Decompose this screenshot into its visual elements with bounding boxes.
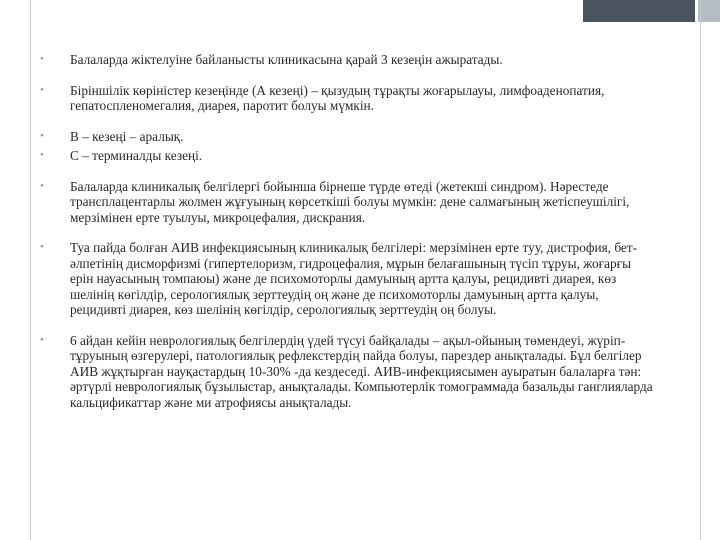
bullet-icon: • — [40, 241, 44, 253]
bullet-text: Балаларда жіктелуіне байланысты клиникасына қарай 3 кезеңін ажыратады. — [70, 52, 503, 67]
bullet-icon: • — [40, 179, 44, 192]
corner-decoration-dark — [583, 0, 695, 22]
bullet-icon: • — [40, 129, 44, 142]
bullet-text: В – кезеңі – аралық. — [70, 128, 184, 144]
bullet-item-stage-b — [36, 129, 656, 145]
right-border-line — [700, 0, 701, 540]
corner-decoration-light — [698, 0, 720, 22]
bullet-text: Балаларда клиникалық белгілергі бойынша бірнеше түрде өтеді (жетекші синдром). Нәрестеде трансплацентарлы жолмен жұғуының көрсеткіші болуы мүмкін: дене салмағының жетіспеушілігі, мерзімінен ерте туылуы, микроцефалия, дискрания. — [70, 178, 630, 225]
bullet-text: С – терминалды кезеңі. — [70, 148, 203, 163]
bullet-icon: • — [40, 53, 44, 65]
bullet-icon: • — [40, 83, 44, 96]
bullet-list — [36, 52, 656, 410]
bullet-item-stages-intro — [36, 52, 656, 68]
bullet-item-clinical-forms — [36, 179, 656, 226]
bullet-text: 6 айдан кейін неврологиялық белгілердің үдей түсуі байқалады – ақыл-ойының төмендеуі, жүріп-тұруының өзгерулері, патологиялық рефлекстердің пайда болуы, парездер анықталады. Бұл белгілер АИВ жұқтырған науқастардың 10-30% -да кездеседі. АИВ-инфекциясымен ауыратын балаларға тән: әртүрлі неврологиялық бұзылыстар, анықталады. Компьютерлік томограммада базальды ганглияларда кальцификаттар және ми атрофиясы анықталады. — [70, 332, 653, 410]
bullet-item-stage-c — [36, 148, 656, 164]
bullet-text: Туа пайда болған АИВ инфекциясының клиникалық белгілері: мерзімінен ерте туу, дистрофия, бет-әлпетінің дисморфизмі (гипертелоризм, гидроцефалия, мұрын белағашының түсіп тұруы, жоғарғы ерін науасының томпаюы) және де психомоторлы дамуының артта қалуы, рецидивті диарея, көз шелінің көгілдір, серологиялық зерттеудің оң және де психомоторлы дамуының артта қалуы, рецидивті диарея, көз шелінің көгілдір, серологиялық зерттеудің оң болуы. — [70, 240, 638, 317]
bullet-text: Біріншілік көріністер кезеңінде (А кезеңі) – қызудың тұрақты жоғарылауы, лимфоаденопатия, гепатоспленомегалия, диарея, паротит болуы мүмкін. — [70, 82, 605, 113]
bullet-item-congenital-signs — [36, 240, 656, 318]
bullet-item-neurological-signs — [36, 333, 656, 411]
bullet-item-stage-a — [36, 83, 656, 114]
bullet-icon: • — [40, 149, 44, 161]
bullet-icon: • — [40, 333, 44, 346]
left-border-line — [30, 0, 31, 540]
